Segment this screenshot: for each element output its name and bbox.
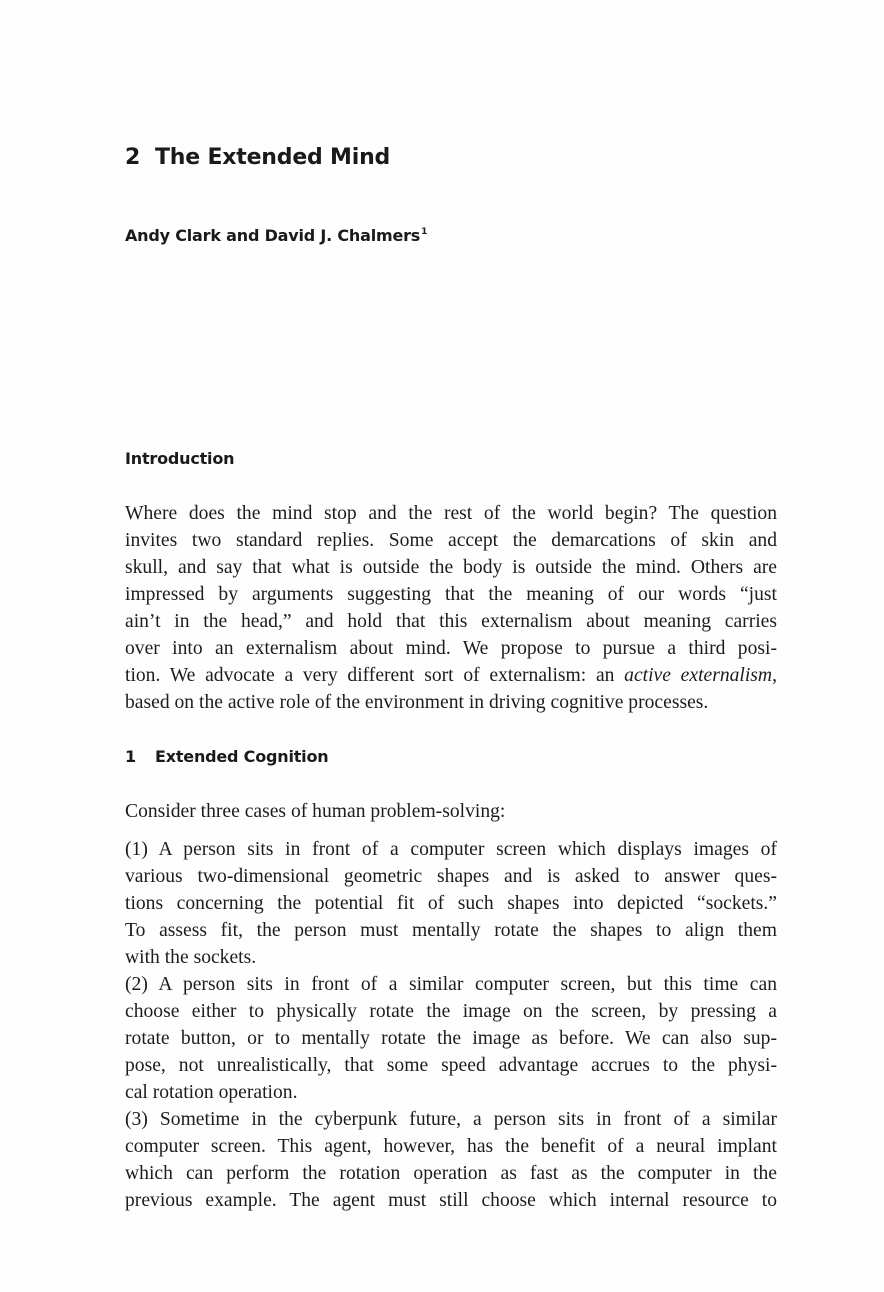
text-line: which can perform the rotation operation as fast as the computer in the: [125, 1163, 777, 1184]
text-line-prefix: tion. We advocate a very different sort of externalism: an: [125, 665, 625, 686]
text-line: choose either to physically rotate the image on the screen, by pressing a: [125, 1001, 777, 1022]
text-line: invites two standard replies. Some accept the demarcations of skin and: [125, 530, 777, 551]
text-line: ain’t in the head,” and hold that this externalism about meaning carries: [125, 611, 777, 632]
text-line: To assess fit, the person must mentally rotate the shapes to align them: [125, 920, 777, 941]
emphasized-term: active externalism: [624, 665, 773, 686]
text-line: (2) A person sits in front of a similar computer screen, but this time can: [125, 974, 777, 995]
case-3-paragraph: [125, 1106, 777, 1214]
section-title: Extended Cognition: [155, 747, 329, 766]
text-line: Consider three cases of human problem-solving:: [125, 801, 506, 822]
text-line: pose, not unrealistically, that some speed advantage accrues to the physi-: [125, 1055, 777, 1076]
section-number: 1: [125, 747, 136, 766]
introduction-paragraph: [125, 500, 777, 716]
footnote-marker[interactable]: 1: [421, 227, 428, 237]
text-line: with the sockets.: [125, 947, 257, 968]
author-names: Andy Clark and David J. Chalmers: [125, 226, 421, 245]
introduction-heading: Introduction: [125, 449, 235, 468]
chapter-title-text: The Extended Mind: [155, 145, 391, 170]
text-line: rotate button, or to mentally rotate the image as before. We can also sup-: [125, 1028, 777, 1049]
text-line: over into an externalism about mind. We propose to pursue a third posi-: [125, 638, 777, 659]
text-line: impressed by arguments suggesting that the meaning of our words “just: [125, 584, 777, 605]
chapter-title: [125, 145, 390, 170]
author-line: [125, 226, 427, 245]
section-intro-paragraph: [125, 798, 777, 825]
text-line: computer screen. This agent, however, has the benefit of a neural implant: [125, 1136, 777, 1157]
text-line: cal rotation operation.: [125, 1082, 298, 1103]
text-line: [125, 662, 777, 689]
chapter-number: 2: [125, 145, 141, 170]
text-line: tions concerning the potential fit of such shapes into depicted “sockets.”: [125, 893, 777, 914]
text-line: based on the active role of the environment in driving cognitive processes.: [125, 692, 709, 713]
text-line: Where does the mind stop and the rest of the world begin? The question: [125, 503, 777, 524]
section-heading: [125, 747, 328, 766]
text-line: skull, and say that what is outside the body is outside the mind. Others are: [125, 557, 777, 578]
case-2-paragraph: [125, 971, 777, 1106]
text-line: various two-dimensional geometric shapes and is asked to answer ques-: [125, 866, 777, 887]
text-line: (3) Sometime in the cyberpunk future, a person sits in front of a similar: [125, 1109, 777, 1130]
text-line: previous example. The agent must still choose which internal resource to: [125, 1190, 777, 1211]
case-1-paragraph: [125, 836, 777, 971]
text-line-suffix: ,: [772, 665, 777, 686]
text-line: (1) A person sits in front of a computer screen which displays images of: [125, 839, 777, 860]
